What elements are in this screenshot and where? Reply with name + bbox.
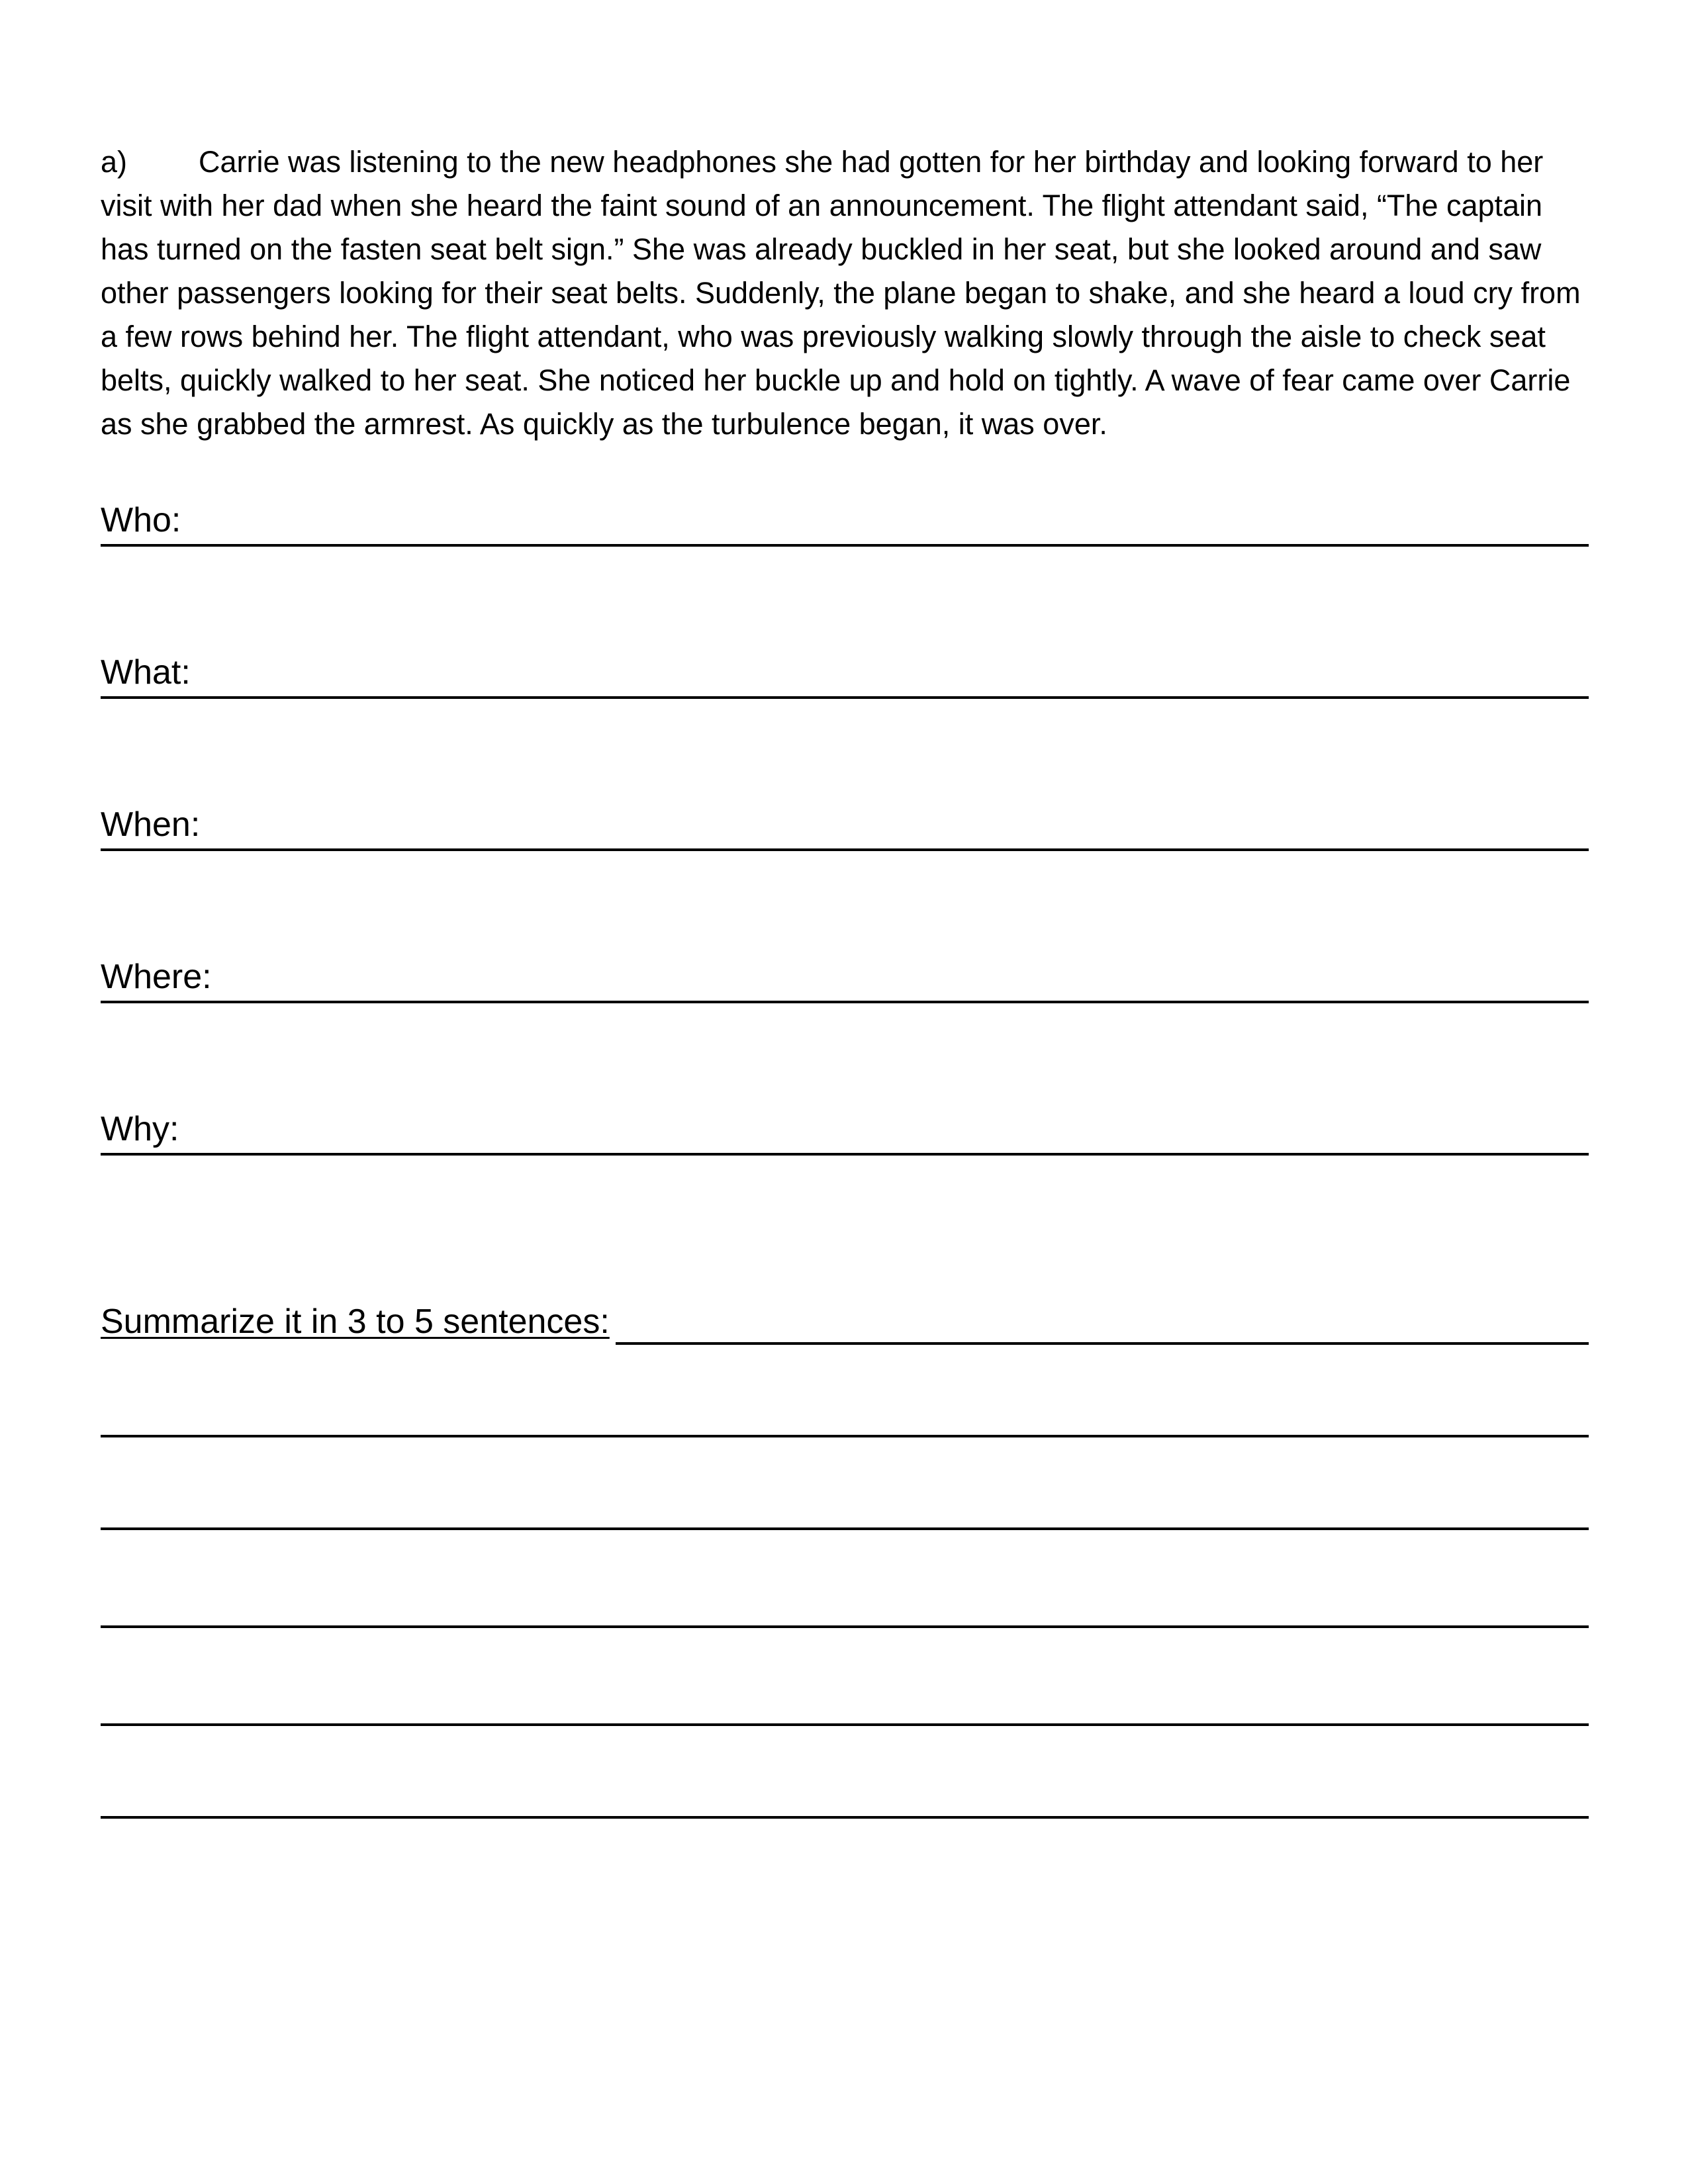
where-label: Where: <box>101 958 212 996</box>
what-label: What: <box>101 653 191 692</box>
who-answer-line[interactable] <box>101 487 1589 547</box>
why-answer-line[interactable] <box>101 1096 1589 1156</box>
passage-text: Carrie was listening to the new headphones she had gotten for her birthday and looking forward to her visit with her dad when she heard the faint sound of an announcement. The flight attendant said, “The captain has turned on the fasten seat belt sign.” She was already buckled in her seat, but she looked around and saw other passengers looking for their seat belts. Suddenly, the plane began to shake, and she heard a loud cry from a few rows behind her. The flight attendant, who was previously walking slowly through the aisle to check seat belts, quickly walked to her seat. She noticed her buckle up and hold on tightly. A wave of fear came over Carrie as she grabbed the armrest. As quickly as the turbulence began, it was over. <box>101 145 1581 441</box>
why-label: Why: <box>101 1110 179 1148</box>
summary-line-3[interactable] <box>101 1527 1589 1530</box>
summary-line-5[interactable] <box>101 1723 1589 1726</box>
summary-line-6[interactable] <box>101 1816 1589 1819</box>
when-label: When: <box>101 805 201 844</box>
where-answer-line[interactable] <box>101 944 1589 1003</box>
when-answer-line[interactable] <box>101 792 1589 851</box>
item-marker: a) <box>101 145 128 179</box>
summary-label: Summarize it in 3 to 5 sentences: <box>101 1302 610 1341</box>
story-passage <box>101 140 1583 446</box>
summary-line-4[interactable] <box>101 1625 1589 1628</box>
summary-line-1[interactable] <box>616 1342 1589 1345</box>
what-answer-line[interactable] <box>101 639 1589 699</box>
summary-line-2[interactable] <box>101 1435 1589 1437</box>
who-label: Who: <box>101 501 181 539</box>
